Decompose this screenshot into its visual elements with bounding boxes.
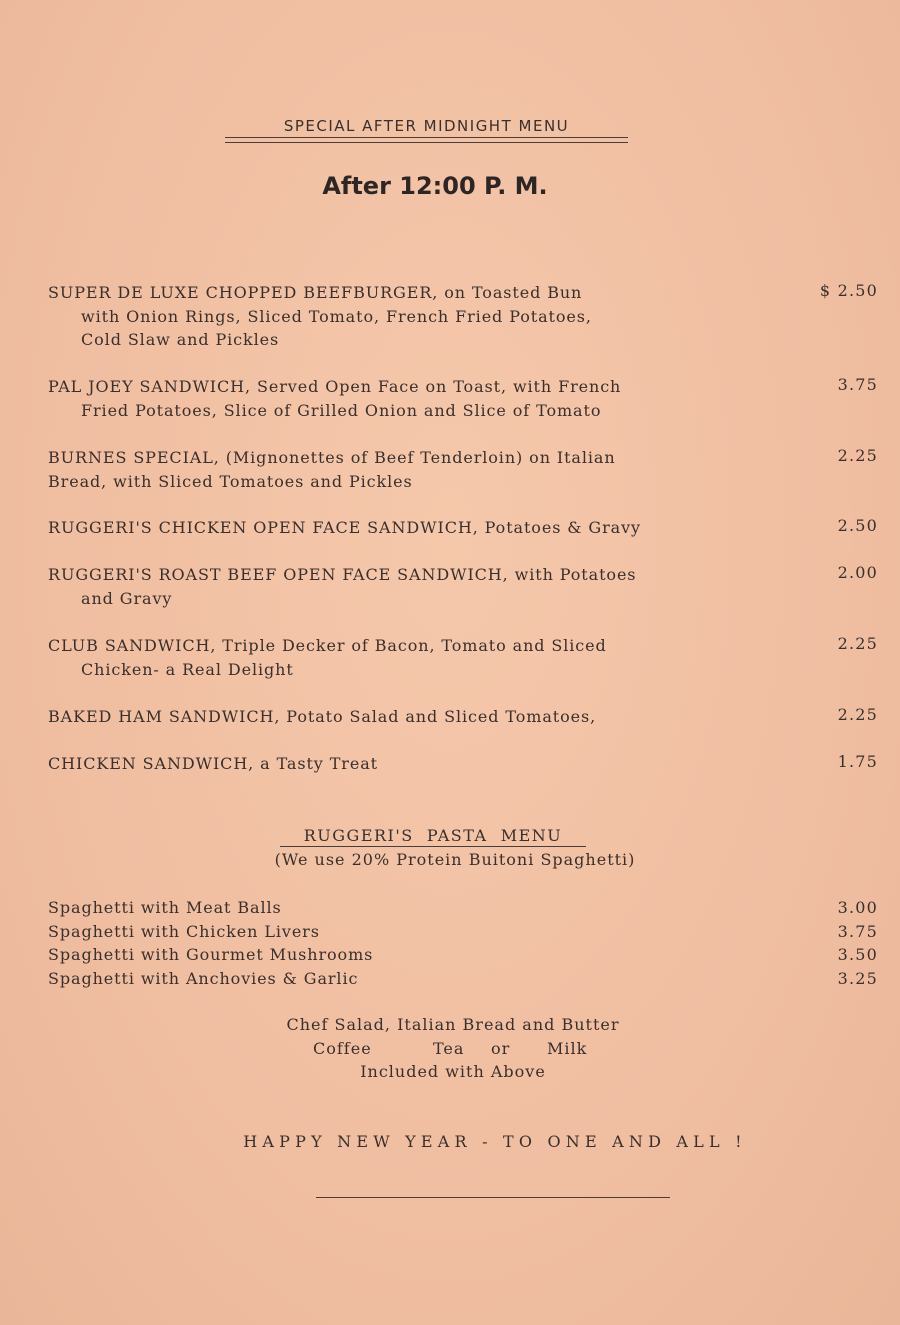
pasta-item-list bbox=[48, 896, 548, 990]
pasta-item-price: 3.25 bbox=[837, 968, 878, 988]
menu-item-price: 2.25 bbox=[837, 705, 878, 724]
menu-item-description bbox=[48, 563, 778, 610]
pasta-item-name: Spaghetti with Gourmet Mushrooms bbox=[48, 945, 374, 964]
menu-item-description bbox=[48, 705, 778, 729]
menu-item-description bbox=[48, 446, 778, 493]
menu-item-line: Bread, with Sliced Tomatoes and Pickles bbox=[48, 471, 413, 491]
included-beverages bbox=[0, 1037, 900, 1061]
pasta-item-price: 3.50 bbox=[837, 945, 878, 964]
menu-item-price: $ 2.50 bbox=[819, 281, 878, 300]
menu-item-description bbox=[48, 516, 778, 540]
menu-item-description bbox=[48, 634, 778, 681]
menu-item-description bbox=[48, 375, 778, 422]
menu-item-line: Chicken- a Real Delight bbox=[81, 659, 294, 679]
beverage-tea: Tea bbox=[433, 1038, 465, 1058]
pasta-menu-subtitle: (We use 20% Protein Buitoni Spaghetti) bbox=[274, 850, 636, 869]
menu-item-price: 3.75 bbox=[837, 375, 878, 394]
bottom-rule bbox=[316, 1197, 670, 1198]
included-line-salad: Chef Salad, Italian Bread and Butter bbox=[286, 1015, 620, 1034]
menu-item-price: 2.50 bbox=[837, 516, 878, 535]
included-note bbox=[0, 1013, 900, 1084]
pasta-price-list bbox=[778, 896, 878, 990]
pasta-item-price: 3.00 bbox=[837, 898, 878, 917]
beverage-milk: Milk bbox=[547, 1038, 588, 1058]
menu-item-line: SUPER DE LUXE CHOPPED BEEFBURGER, on Toasted Bun bbox=[48, 283, 583, 302]
title-double-rule bbox=[225, 137, 628, 143]
menu-item-line: RUGGERI'S ROAST BEEF OPEN FACE SANDWICH, with Potatoes bbox=[48, 565, 637, 584]
menu-item-line: PAL JOEY SANDWICH, Served Open Face on Toast, with French bbox=[48, 377, 622, 396]
pasta-item-price: 3.75 bbox=[837, 921, 878, 941]
closing-greeting: HAPPY NEW YEAR - TO ONE AND ALL ! bbox=[243, 1132, 747, 1151]
pasta-title-rule bbox=[280, 846, 586, 847]
menu-item-line: CLUB SANDWICH, Triple Decker of Bacon, Tomato and Sliced bbox=[48, 636, 607, 655]
menu-item-line: Cold Slaw and Pickles bbox=[81, 330, 280, 349]
menu-item-line: and Gravy bbox=[81, 588, 173, 608]
menu-item-line: BAKED HAM SANDWICH, Potato Salad and Sliced Tomatoes, bbox=[48, 707, 597, 726]
menu-item-line: BURNES SPECIAL, (Mignonettes of Beef Tenderloin) on Italian bbox=[48, 448, 616, 467]
pasta-item-name: Spaghetti with Anchovies & Garlic bbox=[48, 968, 359, 988]
pasta-item-name: Spaghetti with Meat Balls bbox=[48, 898, 282, 917]
menu-item-price: 2.25 bbox=[837, 446, 878, 465]
menu-item-description bbox=[48, 281, 778, 352]
menu-item-line: RUGGERI'S CHICKEN OPEN FACE SANDWICH, Potatoes & Gravy bbox=[48, 518, 641, 537]
included-line-above: Included with Above bbox=[360, 1062, 546, 1081]
menu-item-line: Fried Potatoes, Slice of Grilled Onion and Slice of Tomato bbox=[81, 400, 602, 420]
menu-title: SPECIAL AFTER MIDNIGHT MENU bbox=[283, 117, 570, 135]
menu-item-line: CHICKEN SANDWICH, a Tasty Treat bbox=[48, 754, 378, 773]
menu-item-price: 2.25 bbox=[837, 634, 878, 653]
beverage-coffee: Coffee bbox=[313, 1038, 372, 1058]
beverage-or: or bbox=[491, 1038, 511, 1058]
pasta-menu-title: RUGGERI'S PASTA MENU bbox=[303, 826, 563, 845]
menu-item-price: 1.75 bbox=[837, 752, 878, 771]
menu-item-line: with Onion Rings, Sliced Tomato, French Fried Potatoes, bbox=[81, 306, 592, 326]
pasta-item-name: Spaghetti with Chicken Livers bbox=[48, 921, 320, 941]
menu-item-price: 2.00 bbox=[837, 563, 878, 582]
menu-subtitle: After 12:00 P. M. bbox=[322, 172, 548, 200]
menu-item-description bbox=[48, 752, 778, 776]
